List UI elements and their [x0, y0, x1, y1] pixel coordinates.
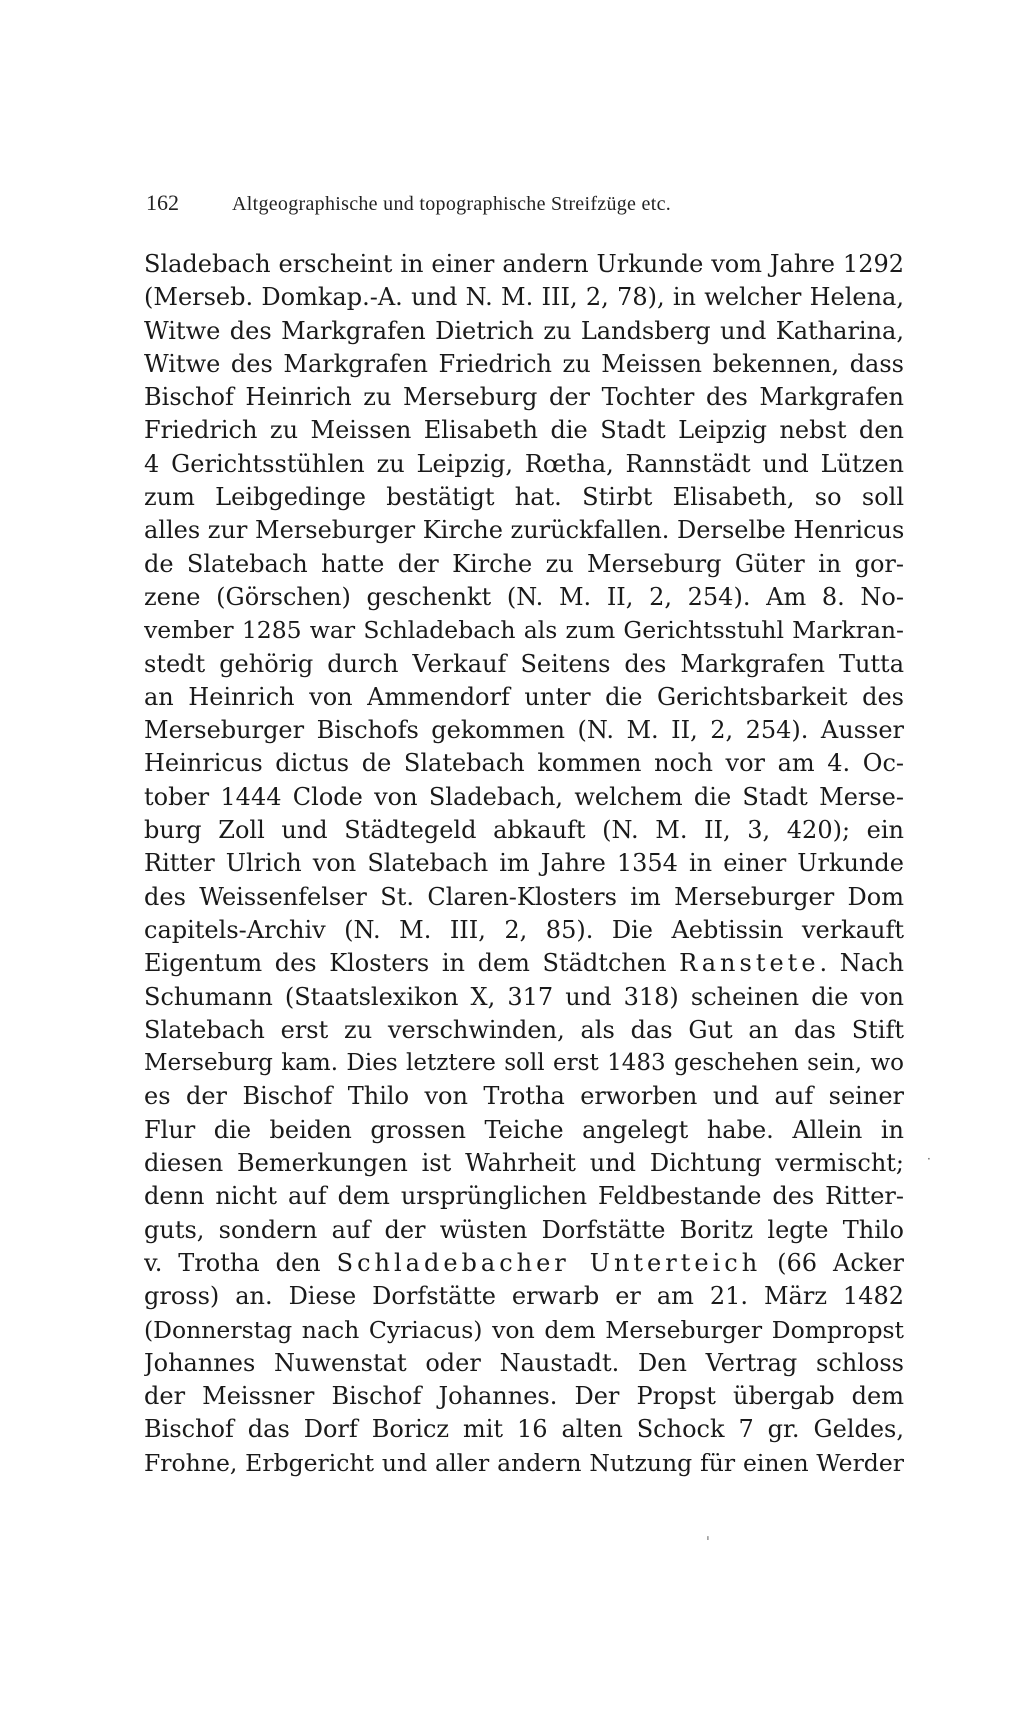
- text-line: Schumann (Staatslexikon X, 317 und 318) scheinen die von: [144, 982, 904, 1011]
- text-line: Johannes Nuwenstat oder Naustadt. Den Vertrag schloss: [144, 1348, 904, 1377]
- text-line: Heinricus dictus de Slatebach kommen noch vor am 4. Oc-: [144, 749, 904, 778]
- text-line: des Weissenfelser St. Claren-Klosters im Merseburger Dom: [144, 882, 904, 911]
- text-line: zene (Görschen) geschenkt (N. M. II, 2, 254). Am 8. No-: [144, 582, 904, 611]
- text-line: (Donnerstag nach Cyriacus) von dem Merseburger Dompropst: [144, 1315, 904, 1344]
- stray-dot-mark: ·: [927, 1152, 931, 1166]
- text-line: burg Zoll und Städtegeld abkauft (N. M. II, 3, 420); ein: [144, 816, 904, 845]
- text-line: 4 Gerichtsstühlen zu Leipzig, Rœtha, Rannstädt und Lützen: [144, 449, 904, 478]
- text-line: stedt gehörig durch Verkauf Seitens des Markgrafen Tutta: [144, 649, 904, 678]
- running-head: [146, 190, 906, 220]
- text-line: tober 1444 Clode von Sladebach, welchem die Stadt Merse-: [144, 782, 904, 811]
- text-line: der Meissner Bischof Johannes. Der Propst übergab dem: [144, 1382, 904, 1411]
- text-line: Bischof Heinrich zu Merseburg der Tochter des Markgrafen: [144, 383, 904, 412]
- text-line: an Heinrich von Ammendorf unter die Gerichtsbarkeit des: [144, 682, 904, 711]
- text-line: gross) an. Diese Dorfstätte erwarb er am 21. März 1482: [144, 1282, 904, 1311]
- body-text: [144, 248, 904, 1480]
- spaced-emphasis: Ranstete: [679, 949, 820, 978]
- text-line: v. Trotha den Schladebacher Unterteich (66 Acker: [144, 1248, 904, 1277]
- text-line: Ritter Ulrich von Slatebach im Jahre 1354 in einer Urkunde: [144, 849, 904, 878]
- text-line: zum Leibgedinge bestätigt hat. Stirbt Elisabeth, so soll: [144, 483, 904, 512]
- spaced-emphasis: Schladebacher Unterteich: [336, 1248, 762, 1277]
- text-line: denn nicht auf dem ursprünglichen Feldbestande des Ritter-: [144, 1182, 904, 1211]
- running-title: Altgeographische und topographische Streifzüge etc.: [232, 193, 672, 215]
- text-line: Witwe des Markgrafen Dietrich zu Landsberg und Katharina,: [144, 316, 904, 345]
- text-line: es der Bischof Thilo von Trotha erworben und auf seiner: [144, 1082, 904, 1111]
- text-line: diesen Bemerkungen ist Wahrheit und Dichtung vermischt;: [144, 1149, 904, 1178]
- page-number: 162: [146, 190, 179, 215]
- text-line: (Merseb. Domkap.-A. und N. M. III, 2, 78), in welcher Helena,: [144, 283, 904, 312]
- text-line: vember 1285 war Schladebach als zum Gerichtsstuhl Markran-: [144, 616, 904, 645]
- stray-tick-mark: ˌ: [706, 1526, 710, 1542]
- text-line: Friedrich zu Meissen Elisabeth die Stadt Leipzig nebst den: [144, 416, 904, 445]
- text-line: alles zur Merseburger Kirche zurückfallen. Derselbe Henricus: [144, 516, 904, 545]
- text-line: Witwe des Markgrafen Friedrich zu Meissen bekennen, dass: [144, 349, 904, 378]
- text-line: Merseburg kam. Dies letztere soll erst 1483 geschehen sein, wo: [144, 1050, 904, 1077]
- text-line: capitels-Archiv (N. M. III, 2, 85). Die Aebtissin verkauft: [144, 915, 904, 944]
- text-line: de Slatebach hatte der Kirche zu Merseburg Güter in gor-: [144, 549, 904, 578]
- text-line: Eigentum des Klosters in dem Städtchen Ranstete. Nach: [144, 949, 904, 978]
- text-line: Merseburger Bischofs gekommen (N. M. II, 2, 254). Ausser: [144, 716, 904, 745]
- text-line: Slatebach erst zu verschwinden, als das Gut an das Stift: [144, 1015, 904, 1044]
- text-line: Sladebach erscheint in einer andern Urkunde vom Jahre 1292: [144, 250, 904, 278]
- text-line: Frohne, Erbgericht und aller andern Nutzung für einen Werder: [144, 1448, 904, 1477]
- text-line: Bischof das Dorf Boricz mit 16 alten Schock 7 gr. Geldes,: [144, 1415, 904, 1444]
- text-line: guts, sondern auf der wüsten Dorfstätte Boritz legte Thilo: [144, 1215, 904, 1244]
- text-line: Flur die beiden grossen Teiche angelegt habe. Allein in: [144, 1115, 904, 1144]
